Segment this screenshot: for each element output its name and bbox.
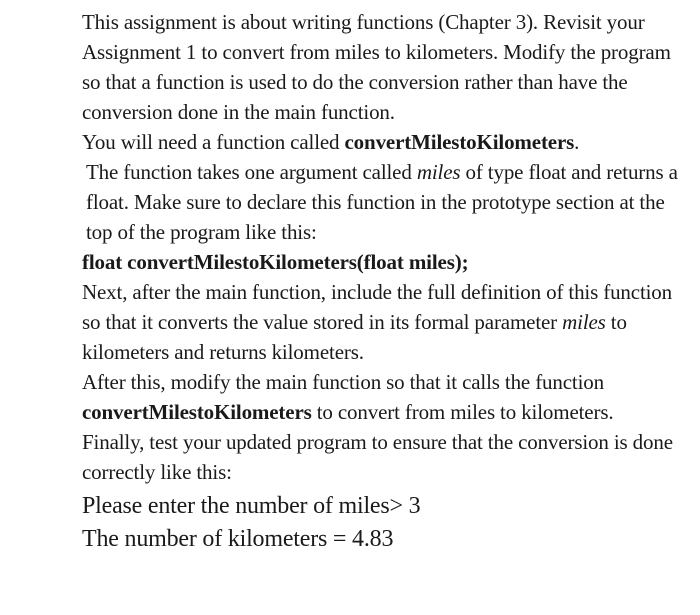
- function-name: convertMilestoKilometers: [344, 130, 575, 154]
- formal-parameter-name: miles: [562, 310, 606, 334]
- definition-text-start: Next, after the main function, include the full definition of this function so that it converts the value stored in its formal parameter: [82, 280, 673, 334]
- sample-output-line-1: Please enter the number of miles> 3: [82, 493, 421, 519]
- definition-text-end: to kilometers and returns kilometers.: [82, 310, 627, 364]
- signature-text-start: The function takes one argument called: [86, 160, 417, 184]
- modify-main-text-end: to convert from miles to kilometers.: [311, 400, 614, 424]
- signature-text-end: of type float and returns a float. Make sure to declare this function in the prototype section at the top of the program like this:: [86, 160, 678, 244]
- function-signature-paragraph: [82, 157, 694, 247]
- function-requirement-paragraph: [82, 127, 694, 157]
- testing-paragraph: Finally, test your updated program to ensure that the conversion is done correctly like this:: [82, 430, 673, 484]
- modify-main-text-start: After this, modify the main function so that it calls the function: [82, 370, 604, 394]
- definition-paragraph: [82, 277, 694, 367]
- intro-paragraph: This assignment is about writing functions (Chapter 3). Revisit your Assignment 1 to convert from miles to kilometers. Modify the program so that a function is used to do the conversion rather than have the conversion done in the main function.: [82, 10, 671, 124]
- called-function-name: convertMilestoKilometers: [82, 400, 312, 424]
- function-requirement-end: .: [574, 130, 580, 154]
- assignment-document: [82, 7, 694, 556]
- prototype-code: float convertMilestoKilometers(float miles);: [82, 250, 469, 274]
- function-requirement-text: You will need a function called: [82, 130, 345, 154]
- modify-main-paragraph: [82, 367, 694, 427]
- sample-output-line-2: The number of kilometers = 4.83: [82, 526, 394, 552]
- prototype-declaration: [82, 247, 694, 277]
- argument-name: miles: [416, 160, 461, 184]
